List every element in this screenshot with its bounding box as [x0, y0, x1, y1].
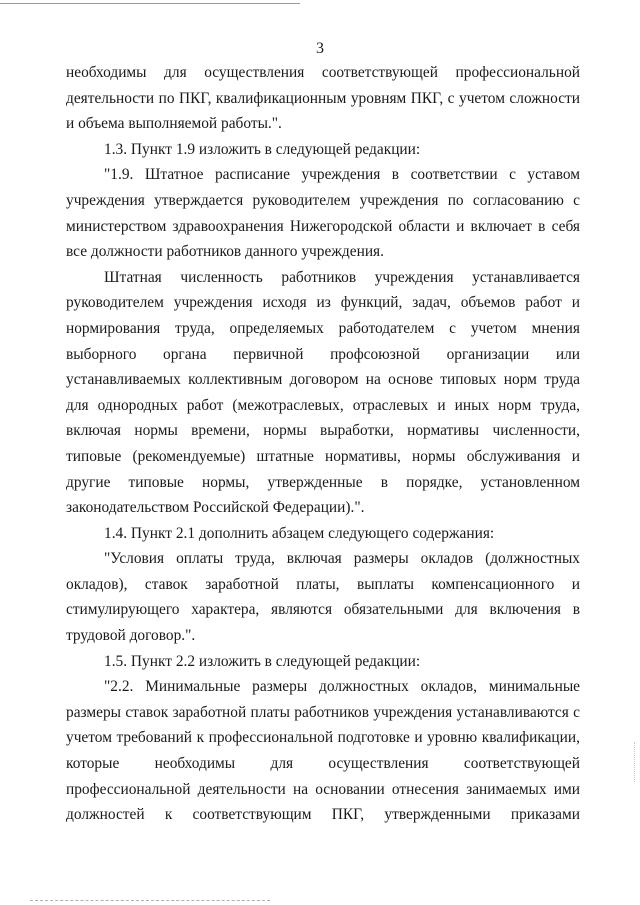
paragraph-clause-2-2: "2.2. Минимальные размеры должностных окладов, минимальные размеры ставок заработной платы работников учреждения устанавливаются с учетом требований к профессиональной подготовке и уровню квалификации, которые необходимы для осуществления соответствующей профессиональной деятельности на основании отнесения занимаемых ими должностей к соответствующим ПКГ, утвержденными приказами: [66, 678, 580, 824]
document-body: [66, 60, 580, 828]
top-scan-rule: [0, 3, 300, 4]
paragraph-clause-1-9: "1.9. Штатное расписание учреждения в соответствии с уставом учреждения утверждается руководителем учреждения по согласованию с министерством здравоохранения Нижегородской области и включает в себя все должности работников данного учреждения.: [66, 166, 580, 261]
paragraph-staff-size: Штатная численность работников учреждения устанавливается руководителем учреждения исходя из функций, задач, объемов работ и нормирования труда, определяемых работодателем с учетом мнения выборного органа первичной профсоюзной организации или устанавливаемых коллективным договором на основе типовых норм труда для однородных работ (межотраслевых, отраслевых и иных норм труда, включая нормы времени, нормы выработки, нормативы численности, типовые (рекомендуемые) штатные нормативы, нормы обслуживания и другие типовые нормы, утвержденные в порядке, установленном законодательством Российской Федерации).".: [66, 268, 580, 517]
paragraph-item-1-3: 1.3. Пункт 1.9 изложить в следующей редакции:: [104, 140, 421, 158]
bottom-scan-rule: [30, 900, 270, 901]
paragraph-item-1-4: 1.4. Пункт 2.1 дополнить абзацем следующего содержания:: [104, 524, 495, 542]
page-number: 3: [316, 40, 324, 57]
paragraph-pay-conditions: "Условия оплаты труда, включая размеры окладов (должностных окладов), ставок заработной платы, выплаты компенсационного и стимулирующего характера, являются обязательными для включения в трудовой договор.".: [66, 550, 580, 645]
paragraph-continuation: необходимы для осуществления соответствующей профессиональной деятельности по ПКГ, квалификационным уровням ПКГ, с учетом сложности и объема выполняемой работы.".: [66, 64, 580, 133]
margin-scan-mark: [634, 742, 640, 782]
paragraph-item-1-5: 1.5. Пункт 2.2 изложить в следующей редакции:: [104, 652, 421, 670]
